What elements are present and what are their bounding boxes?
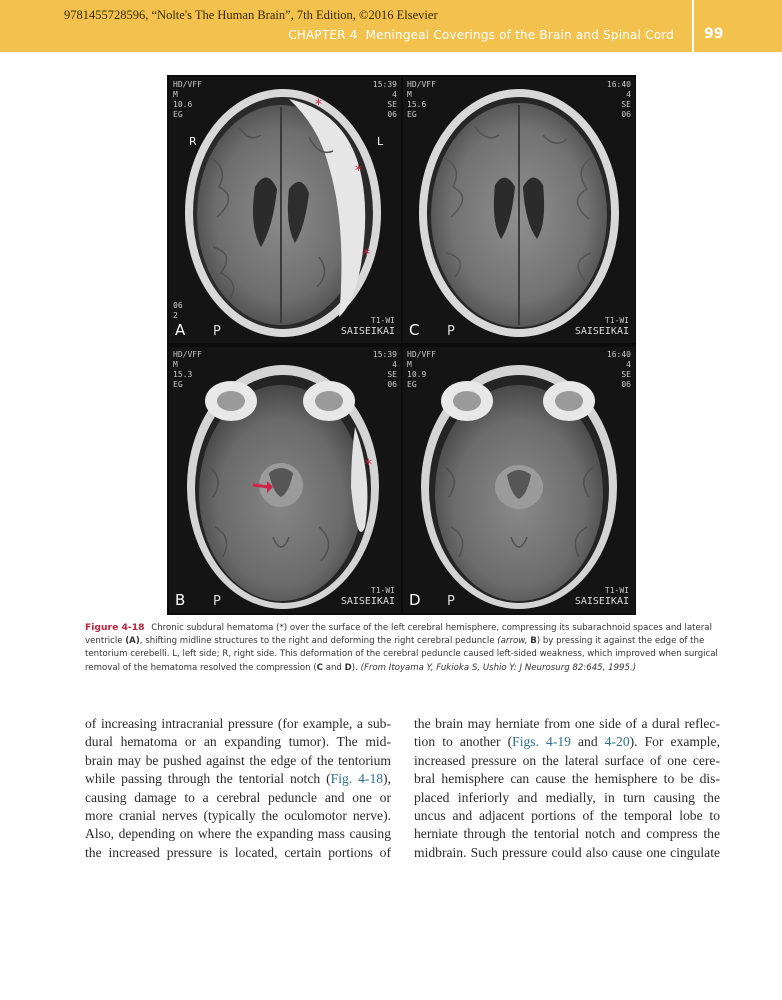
body-text: while passing through the tentorial notch ( [85,771,331,787]
hospital-label-c: SAISEIKAI [574,326,629,337]
posterior-mark-b: P [213,594,221,609]
hematoma-marker: * [315,97,322,113]
body-text: tion to another ( [414,734,513,750]
hospital-label-a: SAISEIKAI [340,326,395,337]
caption-text: ). [351,662,361,673]
mri-image-d [403,347,635,613]
mri-meta-right-c: 16:40 4 SE 06 [606,80,631,119]
panel-letter-d: D [409,591,421,609]
mri-panel-c [403,77,635,343]
body-line: the increased pressure is located, certain portions of [85,844,391,860]
mri-sequence-b: T1-WI [370,586,395,595]
mri-meta-right-a: 15:39 4 SE 06 [372,80,397,119]
body-line: increased pressure on the lateral surface of one cere- [414,752,720,768]
mri-meta-right-b: 15:39 4 SE 06 [372,350,397,389]
mri-panel-b [169,347,401,613]
hospital-label-d: SAISEIKAI [574,596,629,607]
mri-meta-right-d: 16:40 4 SE 06 [606,350,631,389]
hematoma-marker: * [365,457,372,473]
posterior-mark-d: P [447,594,455,609]
chapter-heading [288,28,674,42]
chapter-title: Meningeal Coverings of the Brain and Spinal Cord [365,28,674,42]
figure-ref-link[interactable]: 4-20 [604,734,630,750]
mri-sequence-a: T1-WI [370,316,395,325]
body-line: brain may be pushed against the edge of the tentorium [85,752,391,768]
mri-meta-left-c: HD/VFF M 15.6 EG [407,80,436,119]
panel-letter-b: B [175,591,186,609]
figure-label: Figure 4-18 [85,622,145,633]
caption-source: (From Itoyama Y, Fukioka S, Ushio Y: J Neurosurg 82:645, 1995.) [360,662,637,673]
posterior-mark-a: P [213,324,221,339]
body-text: and [570,734,605,750]
caption-panel-ref: C [316,662,323,673]
body-line: Also, depending on where the expanding mass causing [85,826,391,842]
caption-text: and [322,662,345,673]
caption-text: Chronic subdural hematoma (*) over the surface of the left cerebral hemisphere, compressing its subarachnoid spaces and lateral ventricle [85,623,712,647]
body-line: dural hematoma or an expanding tumor). The mid- [85,734,391,750]
body-line: more cranial nerves (typically the oculomotor nerve). [85,807,391,823]
mri-panel-a [169,77,401,343]
mri-image-b [169,347,401,613]
body-line: midbrain. Such pressure could also cause one cingulate [414,844,720,860]
caption-text: , shifting midline structures to the right and deforming the right cerebral peduncle [139,636,498,647]
body-column-right [414,715,720,862]
mri-sequence-c: T1-WI [604,316,629,325]
body-line: of increasing intracranial pressure (for example, a sub- [85,716,391,731]
caption-text: ) [536,636,541,647]
body-line: placed inferiorly and medially, in turn causing the [414,789,720,805]
body-text: ), [383,771,391,787]
figure-ref-link[interactable]: Figs. 4-19 [512,734,571,750]
hematoma-marker: * [355,163,362,179]
page-number: 99 [704,26,724,42]
caption-panel-ref: B [530,636,537,647]
running-header [0,0,692,52]
panel-letter-c: C [409,321,420,339]
caption-panel-ref: D [344,662,352,673]
caption-panel-ref: (A) [125,636,140,647]
body-column-left [85,715,391,862]
page-number-box [694,0,782,52]
hematoma-marker: * [363,247,370,263]
mri-image-a [169,77,401,343]
body-line: causing damage to a cerebral peduncle and one or [85,789,391,805]
mri-meta-left-b: HD/VFF M 15.3 EG [173,350,202,389]
figure-4-18 [167,75,636,615]
side-label-right: R [189,135,197,148]
hospital-label-b: SAISEIKAI [340,596,395,607]
body-line: the brain may herniate from one side of a dural reflec- [414,716,720,731]
mri-meta-bottom-a: 06 2 [173,301,183,320]
mri-image-c [403,77,635,343]
body-line [414,733,720,751]
mri-sequence-d: T1-WI [604,586,629,595]
caption-text: by pressing it against the edge of the tentorium cerebelli. L, left side; R, right side. This deformation of the cerebral peduncle caused left-sided weakness, which improved when surgical removal of the hematoma resolved the compression ( [85,636,718,673]
isbn-line: 9781455728596, “Nolte's The Human Brain”, 7th Edition, ©2016 Elsevier [64,8,438,22]
body-line: bral hemisphere can cause the hemisphere to be dis- [414,771,720,787]
mri-meta-left-d: HD/VFF M 10.9 EG [407,350,436,389]
body-text: ). For example, [629,734,720,750]
caption-arrow-ref: (arrow, [497,636,531,647]
side-label-left: L [377,135,384,148]
posterior-mark-c: P [447,324,455,339]
chapter-label: CHAPTER 4 [288,28,358,42]
mri-panel-d [403,347,635,613]
mri-meta-left-a: HD/VFF M 10.6 EG [173,80,202,119]
figure-ref-link[interactable]: Fig. 4-18 [330,771,384,787]
body-line [85,770,391,788]
body-line: herniate through the tentorial notch and compress the [414,826,720,842]
body-line: uncus and adjacent portions of the temporal lobe to [414,807,720,823]
figure-caption [85,621,721,675]
panel-letter-a: A [175,321,186,339]
